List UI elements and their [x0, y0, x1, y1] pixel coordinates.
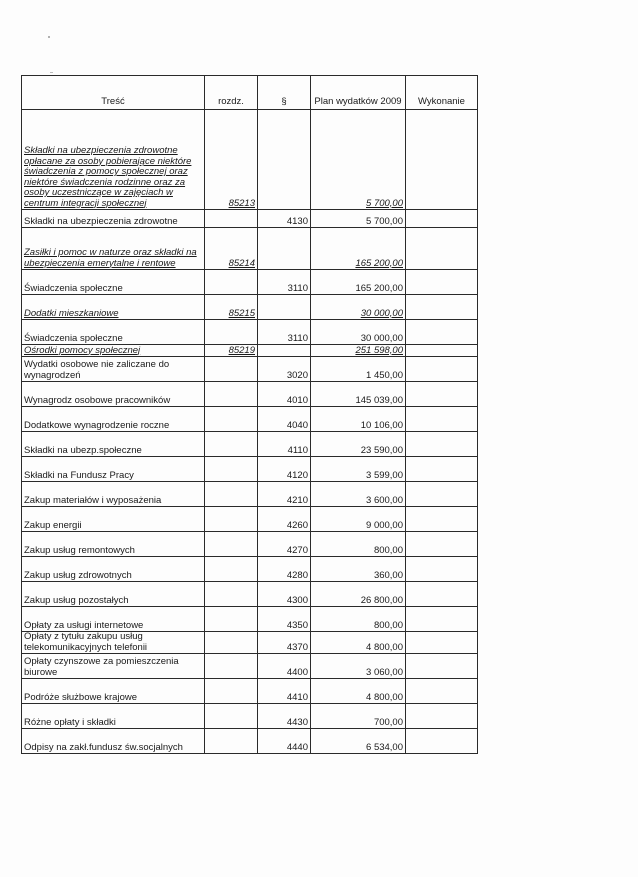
scan-speck	[48, 36, 50, 38]
section-row	[22, 110, 478, 210]
budget-table	[21, 75, 478, 754]
cell-desc: Wynagrodz osobowe pracowników	[22, 382, 205, 407]
cell-par: 4130	[258, 210, 311, 228]
cell-rozdz	[205, 320, 258, 345]
cell-desc: Podróże służbowe krajowe	[22, 679, 205, 704]
cell-desc: Odpisy na zakł.fundusz św.socjalnych	[22, 729, 205, 754]
table-row	[22, 270, 478, 295]
section-row	[22, 295, 478, 320]
cell-wyk	[406, 295, 478, 320]
cell-plan: 145 039,00	[311, 382, 406, 407]
cell-plan: 251 598,00	[311, 345, 406, 357]
cell-par	[258, 295, 311, 320]
cell-desc: Świadczenia społeczne	[22, 270, 205, 295]
scan-speck	[50, 72, 53, 73]
cell-desc: Zakup usług pozostałych	[22, 582, 205, 607]
cell-plan: 800,00	[311, 607, 406, 632]
table-row	[22, 320, 478, 345]
cell-wyk	[406, 632, 478, 654]
cell-par: 4040	[258, 407, 311, 432]
cell-rozdz	[205, 210, 258, 228]
cell-plan: 5 700,00	[311, 210, 406, 228]
cell-plan: 30 000,00	[311, 320, 406, 345]
cell-plan: 800,00	[311, 532, 406, 557]
cell-desc: Zakup usług zdrowotnych	[22, 557, 205, 582]
cell-wyk	[406, 679, 478, 704]
table-row	[22, 507, 478, 532]
cell-desc: Różne opłaty i składki	[22, 704, 205, 729]
table-row	[22, 679, 478, 704]
cell-rozdz	[205, 557, 258, 582]
cell-rozdz	[205, 270, 258, 295]
cell-rozdz	[205, 457, 258, 482]
cell-plan: 360,00	[311, 557, 406, 582]
cell-wyk	[406, 210, 478, 228]
table-row	[22, 557, 478, 582]
cell-plan: 5 700,00	[311, 110, 406, 210]
cell-rozdz	[205, 729, 258, 754]
cell-rozdz	[205, 507, 258, 532]
cell-par: 4010	[258, 382, 311, 407]
cell-wyk	[406, 729, 478, 754]
cell-wyk	[406, 704, 478, 729]
cell-par	[258, 228, 311, 270]
table-row	[22, 704, 478, 729]
cell-wyk	[406, 582, 478, 607]
cell-wyk	[406, 457, 478, 482]
cell-desc: Składki na ubezpieczenia zdrowotne opłacane za osoby pobierające niektóre świadczenia z pomocy społecznej oraz niektóre świadczenia rodzinne oraz za osoby uczestniczące w zajęciach w centrum integracji społecznej	[22, 110, 205, 210]
cell-desc: Zasiłki i pomoc w naturze oraz składki na ubezpieczenia emerytalne i rentowe	[22, 228, 205, 270]
cell-wyk	[406, 407, 478, 432]
cell-desc: Dodatkowe wynagrodzenie roczne	[22, 407, 205, 432]
cell-par	[258, 345, 311, 357]
cell-wyk	[406, 228, 478, 270]
table-row	[22, 632, 478, 654]
cell-rozdz	[205, 632, 258, 654]
cell-rozdz	[205, 582, 258, 607]
table-row	[22, 357, 478, 382]
table-row	[22, 457, 478, 482]
cell-rozdz: 85214	[205, 228, 258, 270]
section-row	[22, 228, 478, 270]
cell-par: 4440	[258, 729, 311, 754]
cell-par: 4210	[258, 482, 311, 507]
cell-par: 4410	[258, 679, 311, 704]
cell-desc: Zakup materiałów i wyposażenia	[22, 482, 205, 507]
section-row	[22, 345, 478, 357]
cell-plan: 26 800,00	[311, 582, 406, 607]
table-row	[22, 432, 478, 457]
table-row	[22, 607, 478, 632]
cell-par: 3110	[258, 320, 311, 345]
cell-rozdz	[205, 679, 258, 704]
header-rozdz: rozdz.	[205, 76, 258, 110]
cell-desc: Ośrodki pomocy społecznej	[22, 345, 205, 357]
table-row	[22, 654, 478, 679]
cell-wyk	[406, 607, 478, 632]
cell-plan: 4 800,00	[311, 679, 406, 704]
cell-par: 4260	[258, 507, 311, 532]
cell-desc: Składki na Fundusz Pracy	[22, 457, 205, 482]
cell-rozdz: 85213	[205, 110, 258, 210]
cell-wyk	[406, 557, 478, 582]
cell-desc: Składki na ubezpieczenia zdrowotne	[22, 210, 205, 228]
cell-wyk	[406, 110, 478, 210]
cell-rozdz	[205, 382, 258, 407]
cell-rozdz	[205, 704, 258, 729]
cell-plan: 3 060,00	[311, 654, 406, 679]
cell-par: 4430	[258, 704, 311, 729]
cell-rozdz	[205, 357, 258, 382]
header-wykonanie: Wykonanie	[406, 76, 478, 110]
cell-wyk	[406, 532, 478, 557]
table-header-row	[22, 76, 478, 110]
header-tresc: Treść	[22, 76, 205, 110]
table-row	[22, 532, 478, 557]
cell-desc: Opłaty za usługi internetowe	[22, 607, 205, 632]
table-row	[22, 407, 478, 432]
cell-plan: 6 534,00	[311, 729, 406, 754]
cell-par: 3020	[258, 357, 311, 382]
cell-desc: Wydatki osobowe nie zaliczane do wynagrodzeń	[22, 357, 205, 382]
header-plan: Plan wydatków 2009	[311, 76, 406, 110]
cell-wyk	[406, 382, 478, 407]
cell-plan: 3 600,00	[311, 482, 406, 507]
cell-plan: 9 000,00	[311, 507, 406, 532]
table-row	[22, 582, 478, 607]
cell-rozdz	[205, 532, 258, 557]
cell-wyk	[406, 345, 478, 357]
table-body	[22, 110, 478, 754]
cell-par	[258, 110, 311, 210]
cell-desc: Opłaty z tytułu zakupu usług telekomunikacyjnych telefonii	[22, 632, 205, 654]
cell-plan: 165 200,00	[311, 228, 406, 270]
cell-wyk	[406, 320, 478, 345]
cell-desc: Świadczenia społeczne	[22, 320, 205, 345]
cell-wyk	[406, 357, 478, 382]
cell-desc: Opłaty czynszowe za pomieszczenia biurowe	[22, 654, 205, 679]
cell-par: 3110	[258, 270, 311, 295]
table-row	[22, 210, 478, 228]
cell-par: 4350	[258, 607, 311, 632]
cell-desc: Składki na ubezp.społeczne	[22, 432, 205, 457]
cell-desc: Zakup energii	[22, 507, 205, 532]
cell-plan: 1 450,00	[311, 357, 406, 382]
table-row	[22, 482, 478, 507]
cell-plan: 23 590,00	[311, 432, 406, 457]
table-row	[22, 382, 478, 407]
cell-plan: 700,00	[311, 704, 406, 729]
cell-par: 4300	[258, 582, 311, 607]
cell-wyk	[406, 482, 478, 507]
cell-par: 4270	[258, 532, 311, 557]
cell-wyk	[406, 432, 478, 457]
cell-wyk	[406, 507, 478, 532]
cell-rozdz	[205, 607, 258, 632]
cell-desc: Dodatki mieszkaniowe	[22, 295, 205, 320]
cell-par: 4120	[258, 457, 311, 482]
header-paragraph: §	[258, 76, 311, 110]
cell-par: 4280	[258, 557, 311, 582]
cell-rozdz	[205, 482, 258, 507]
cell-desc: Zakup usług remontowych	[22, 532, 205, 557]
cell-rozdz	[205, 432, 258, 457]
cell-par: 4370	[258, 632, 311, 654]
cell-wyk	[406, 654, 478, 679]
cell-wyk	[406, 270, 478, 295]
cell-par: 4110	[258, 432, 311, 457]
cell-rozdz	[205, 407, 258, 432]
cell-rozdz	[205, 654, 258, 679]
cell-rozdz: 85219	[205, 345, 258, 357]
cell-par: 4400	[258, 654, 311, 679]
cell-rozdz: 85215	[205, 295, 258, 320]
cell-plan: 10 106,00	[311, 407, 406, 432]
table-row	[22, 729, 478, 754]
cell-plan: 30 000,00	[311, 295, 406, 320]
cell-plan: 3 599,00	[311, 457, 406, 482]
cell-plan: 165 200,00	[311, 270, 406, 295]
cell-plan: 4 800,00	[311, 632, 406, 654]
